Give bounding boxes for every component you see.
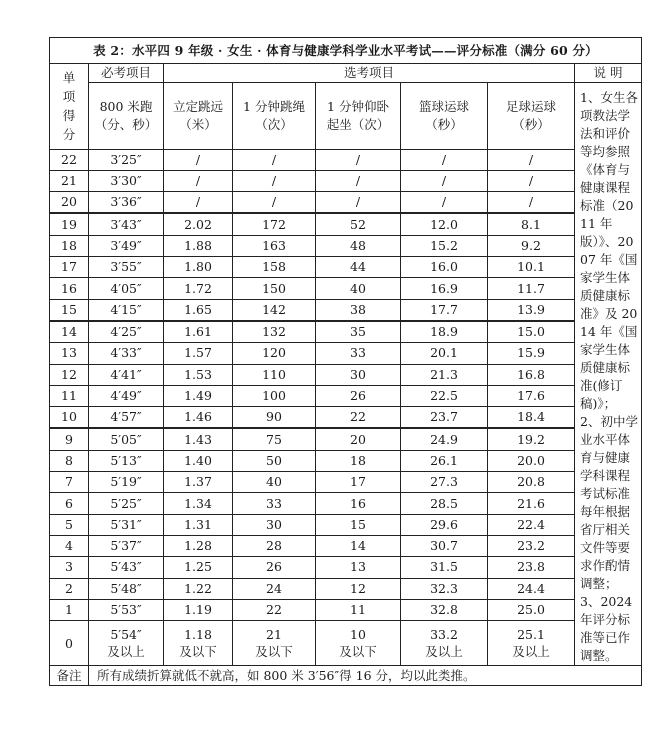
basketball-dribble-cell: 12.0 bbox=[401, 213, 488, 235]
football-dribble-cell: 25.1 及以上 bbox=[488, 621, 575, 666]
score-cell: 5 bbox=[50, 514, 89, 535]
football-dribble-cell: 22.4 bbox=[488, 514, 575, 535]
basketball-dribble-cell: 15.2 bbox=[401, 235, 488, 256]
score-cell: 7 bbox=[50, 472, 89, 493]
standing-jump-cell: 2.02 bbox=[164, 213, 233, 235]
football-dribble-cell: 15.9 bbox=[488, 343, 575, 364]
rope-skipping-cell: 132 bbox=[233, 321, 316, 343]
football-dribble-cell: 20.8 bbox=[488, 472, 575, 493]
table-row bbox=[50, 149, 642, 170]
basketball-dribble-cell: 30.7 bbox=[401, 535, 488, 556]
football-dribble-cell: 15.0 bbox=[488, 321, 575, 343]
table-row bbox=[50, 407, 642, 429]
rope-skipping-cell: 75 bbox=[233, 428, 316, 450]
basketball-dribble-cell: 23.7 bbox=[401, 407, 488, 429]
situp-cell: 16 bbox=[316, 493, 401, 514]
table-row bbox=[50, 257, 642, 278]
rope-skipping-cell: 142 bbox=[233, 299, 316, 321]
run-800m-cell: 5′05″ bbox=[89, 428, 164, 450]
football-dribble-cell: 19.2 bbox=[488, 428, 575, 450]
football-dribble-cell: 9.2 bbox=[488, 235, 575, 256]
footer-text: 所有成绩折算就低不就高，如 800 米 3′56″得 16 分，均以此类推。 bbox=[89, 666, 642, 686]
basketball-dribble-cell: / bbox=[401, 170, 488, 191]
basketball-dribble-cell: 17.7 bbox=[401, 299, 488, 321]
football-dribble-cell: 11.7 bbox=[488, 278, 575, 299]
standing-jump-cell: 1.22 bbox=[164, 578, 233, 599]
score-cell: 2 bbox=[50, 578, 89, 599]
table-row bbox=[50, 493, 642, 514]
column-header-standing-jump: 立定跳远 （米） bbox=[164, 83, 233, 150]
rope-skipping-cell: / bbox=[233, 192, 316, 214]
elective-header: 选考项目 bbox=[164, 64, 575, 83]
run-800m-cell: 5′37″ bbox=[89, 535, 164, 556]
football-dribble-cell: 16.8 bbox=[488, 364, 575, 385]
score-cell: 22 bbox=[50, 149, 89, 170]
football-dribble-cell: 10.1 bbox=[488, 257, 575, 278]
rope-skipping-cell: 172 bbox=[233, 213, 316, 235]
footer-row bbox=[50, 666, 642, 686]
required-header: 必考项目 bbox=[89, 64, 164, 83]
basketball-dribble-cell: 26.1 bbox=[401, 450, 488, 471]
standing-jump-cell: 1.46 bbox=[164, 407, 233, 429]
score-cell: 11 bbox=[50, 385, 89, 406]
table-row bbox=[50, 428, 642, 450]
standing-jump-cell: 1.19 bbox=[164, 599, 233, 620]
situp-cell: 10 及以下 bbox=[316, 621, 401, 666]
table-row bbox=[50, 472, 642, 493]
run-800m-cell: 3′43″ bbox=[89, 213, 164, 235]
standing-jump-cell: 1.18 及以下 bbox=[164, 621, 233, 666]
rope-skipping-cell: 50 bbox=[233, 450, 316, 471]
basketball-dribble-cell: 16.9 bbox=[401, 278, 488, 299]
run-800m-cell: 4′25″ bbox=[89, 321, 164, 343]
table-row bbox=[50, 385, 642, 406]
situp-cell: 18 bbox=[316, 450, 401, 471]
football-dribble-cell: 13.9 bbox=[488, 299, 575, 321]
rope-skipping-cell: 90 bbox=[233, 407, 316, 429]
situp-cell: 30 bbox=[316, 364, 401, 385]
football-dribble-cell: 23.2 bbox=[488, 535, 575, 556]
standing-jump-cell: 1.43 bbox=[164, 428, 233, 450]
score-cell: 1 bbox=[50, 599, 89, 620]
situp-cell: 48 bbox=[316, 235, 401, 256]
table-row bbox=[50, 235, 642, 256]
run-800m-cell: 3′49″ bbox=[89, 235, 164, 256]
run-800m-cell: 5′48″ bbox=[89, 578, 164, 599]
basketball-dribble-cell: 24.9 bbox=[401, 428, 488, 450]
standing-jump-cell: 1.65 bbox=[164, 299, 233, 321]
run-800m-cell: 5′19″ bbox=[89, 472, 164, 493]
rope-skipping-cell: 28 bbox=[233, 535, 316, 556]
standing-jump-cell: 1.49 bbox=[164, 385, 233, 406]
situp-cell: 40 bbox=[316, 278, 401, 299]
situp-cell: 33 bbox=[316, 343, 401, 364]
table-row bbox=[50, 170, 642, 191]
score-header: 单 项 得 分 bbox=[50, 64, 89, 150]
rope-skipping-cell: 100 bbox=[233, 385, 316, 406]
score-cell: 21 bbox=[50, 170, 89, 191]
run-800m-cell: 4′05″ bbox=[89, 278, 164, 299]
rope-skipping-cell: 30 bbox=[233, 514, 316, 535]
run-800m-cell: 4′41″ bbox=[89, 364, 164, 385]
score-cell: 12 bbox=[50, 364, 89, 385]
run-800m-cell: 4′33″ bbox=[89, 343, 164, 364]
situp-cell: 26 bbox=[316, 385, 401, 406]
standing-jump-cell: 1.72 bbox=[164, 278, 233, 299]
rope-skipping-cell: 24 bbox=[233, 578, 316, 599]
basketball-dribble-cell: 29.6 bbox=[401, 514, 488, 535]
table-row bbox=[50, 321, 642, 343]
run-800m-cell: 3′30″ bbox=[89, 170, 164, 191]
standing-jump-cell: 1.80 bbox=[164, 257, 233, 278]
column-header-rope-skipping: 1 分钟跳绳 （次） bbox=[233, 83, 316, 150]
table-row bbox=[50, 621, 642, 666]
situp-cell: 20 bbox=[316, 428, 401, 450]
score-cell: 10 bbox=[50, 407, 89, 429]
score-cell: 18 bbox=[50, 235, 89, 256]
notes-text: 1、女生各项教法学法和评价等均参照《体育与健康课程标准（2011 年版）》、2007 年《国家学生体质健康标准》及 2014 年《国家学生体质健康标准(修订稿)》； 2、初中学业水平体育与健康学科课程考试标准每年根据省厅相关文件等要求作酌情调整； 3、2024 年评分标准等已作调整。 bbox=[575, 83, 642, 666]
basketball-dribble-cell: 20.1 bbox=[401, 343, 488, 364]
score-standard-table bbox=[49, 37, 642, 686]
score-cell: 9 bbox=[50, 428, 89, 450]
standing-jump-cell: / bbox=[164, 170, 233, 191]
run-800m-cell: 4′15″ bbox=[89, 299, 164, 321]
rope-skipping-cell: 40 bbox=[233, 472, 316, 493]
basketball-dribble-cell: 22.5 bbox=[401, 385, 488, 406]
table-row bbox=[50, 192, 642, 214]
run-800m-cell: 3′55″ bbox=[89, 257, 164, 278]
situp-cell: 35 bbox=[316, 321, 401, 343]
basketball-dribble-cell: 27.3 bbox=[401, 472, 488, 493]
run-800m-cell: 4′49″ bbox=[89, 385, 164, 406]
standing-jump-cell: 1.53 bbox=[164, 364, 233, 385]
football-dribble-cell: 18.4 bbox=[488, 407, 575, 429]
standing-jump-cell: 1.34 bbox=[164, 493, 233, 514]
table-row bbox=[50, 535, 642, 556]
run-800m-cell: 4′57″ bbox=[89, 407, 164, 429]
column-header-situps: 1 分钟仰卧 起坐（次） bbox=[316, 83, 401, 150]
rope-skipping-cell: / bbox=[233, 149, 316, 170]
run-800m-cell: 3′25″ bbox=[89, 149, 164, 170]
rope-skipping-cell: / bbox=[233, 170, 316, 191]
rope-skipping-cell: 120 bbox=[233, 343, 316, 364]
standing-jump-cell: / bbox=[164, 192, 233, 214]
score-cell: 16 bbox=[50, 278, 89, 299]
basketball-dribble-cell: 28.5 bbox=[401, 493, 488, 514]
situp-cell: 15 bbox=[316, 514, 401, 535]
situp-cell: 14 bbox=[316, 535, 401, 556]
basketball-dribble-cell: 31.5 bbox=[401, 557, 488, 578]
football-dribble-cell: / bbox=[488, 149, 575, 170]
table-row bbox=[50, 364, 642, 385]
football-dribble-cell: 21.6 bbox=[488, 493, 575, 514]
situp-cell: 12 bbox=[316, 578, 401, 599]
run-800m-cell: 3′36″ bbox=[89, 192, 164, 214]
rope-skipping-cell: 110 bbox=[233, 364, 316, 385]
rope-skipping-cell: 158 bbox=[233, 257, 316, 278]
score-cell: 13 bbox=[50, 343, 89, 364]
standing-jump-cell: 1.88 bbox=[164, 235, 233, 256]
table-row bbox=[50, 578, 642, 599]
column-header-football: 足球运球 （秒） bbox=[488, 83, 575, 150]
run-800m-cell: 5′43″ bbox=[89, 557, 164, 578]
situp-cell: 22 bbox=[316, 407, 401, 429]
notes-header: 说 明 bbox=[575, 64, 642, 83]
basketball-dribble-cell: / bbox=[401, 149, 488, 170]
situp-cell: / bbox=[316, 170, 401, 191]
table-row bbox=[50, 514, 642, 535]
standing-jump-cell: / bbox=[164, 149, 233, 170]
situp-cell: 52 bbox=[316, 213, 401, 235]
standing-jump-cell: 1.61 bbox=[164, 321, 233, 343]
rope-skipping-cell: 163 bbox=[233, 235, 316, 256]
run-800m-cell: 5′53″ bbox=[89, 599, 164, 620]
table-row bbox=[50, 557, 642, 578]
football-dribble-cell: 24.4 bbox=[488, 578, 575, 599]
score-cell: 14 bbox=[50, 321, 89, 343]
score-cell: 0 bbox=[50, 621, 89, 666]
run-800m-cell: 5′54″ 及以上 bbox=[89, 621, 164, 666]
basketball-dribble-cell: 33.2 及以上 bbox=[401, 621, 488, 666]
score-cell: 3 bbox=[50, 557, 89, 578]
football-dribble-cell: 25.0 bbox=[488, 599, 575, 620]
rope-skipping-cell: 150 bbox=[233, 278, 316, 299]
score-cell: 8 bbox=[50, 450, 89, 471]
run-800m-cell: 5′13″ bbox=[89, 450, 164, 471]
table-row bbox=[50, 299, 642, 321]
column-header-800m: 800 米跑 （分、秒） bbox=[89, 83, 164, 150]
football-dribble-cell: 20.0 bbox=[488, 450, 575, 471]
table-row bbox=[50, 213, 642, 235]
rope-skipping-cell: 33 bbox=[233, 493, 316, 514]
situp-cell: / bbox=[316, 192, 401, 214]
standing-jump-cell: 1.57 bbox=[164, 343, 233, 364]
situp-cell: 17 bbox=[316, 472, 401, 493]
score-cell: 15 bbox=[50, 299, 89, 321]
standing-jump-cell: 1.25 bbox=[164, 557, 233, 578]
score-cell: 17 bbox=[50, 257, 89, 278]
table-row bbox=[50, 599, 642, 620]
score-cell: 20 bbox=[50, 192, 89, 214]
score-cell: 6 bbox=[50, 493, 89, 514]
standing-jump-cell: 1.40 bbox=[164, 450, 233, 471]
score-cell: 4 bbox=[50, 535, 89, 556]
run-800m-cell: 5′31″ bbox=[89, 514, 164, 535]
run-800m-cell: 5′25″ bbox=[89, 493, 164, 514]
table-row bbox=[50, 343, 642, 364]
score-cell: 19 bbox=[50, 213, 89, 235]
rope-skipping-cell: 21 及以下 bbox=[233, 621, 316, 666]
rope-skipping-cell: 22 bbox=[233, 599, 316, 620]
table-row bbox=[50, 450, 642, 471]
football-dribble-cell: 8.1 bbox=[488, 213, 575, 235]
situp-cell: 11 bbox=[316, 599, 401, 620]
basketball-dribble-cell: 32.8 bbox=[401, 599, 488, 620]
situp-cell: 38 bbox=[316, 299, 401, 321]
situp-cell: 13 bbox=[316, 557, 401, 578]
footer-label: 备注 bbox=[50, 666, 89, 686]
standing-jump-cell: 1.28 bbox=[164, 535, 233, 556]
basketball-dribble-cell: 18.9 bbox=[401, 321, 488, 343]
score-standard-sheet bbox=[49, 37, 641, 703]
basketball-dribble-cell: 16.0 bbox=[401, 257, 488, 278]
standing-jump-cell: 1.31 bbox=[164, 514, 233, 535]
football-dribble-cell: 23.8 bbox=[488, 557, 575, 578]
basketball-dribble-cell: 21.3 bbox=[401, 364, 488, 385]
column-header-basketball: 篮球运球 （秒） bbox=[401, 83, 488, 150]
situp-cell: 44 bbox=[316, 257, 401, 278]
table-row bbox=[50, 278, 642, 299]
table-title: 表 2：水平四 9 年级 · 女生 · 体育与健康学科学业水平考试——评分标准（满分 60 分） bbox=[50, 38, 642, 64]
football-dribble-cell: / bbox=[488, 192, 575, 214]
football-dribble-cell: / bbox=[488, 170, 575, 191]
situp-cell: / bbox=[316, 149, 401, 170]
rope-skipping-cell: 26 bbox=[233, 557, 316, 578]
standing-jump-cell: 1.37 bbox=[164, 472, 233, 493]
basketball-dribble-cell: 32.3 bbox=[401, 578, 488, 599]
football-dribble-cell: 17.6 bbox=[488, 385, 575, 406]
basketball-dribble-cell: / bbox=[401, 192, 488, 214]
